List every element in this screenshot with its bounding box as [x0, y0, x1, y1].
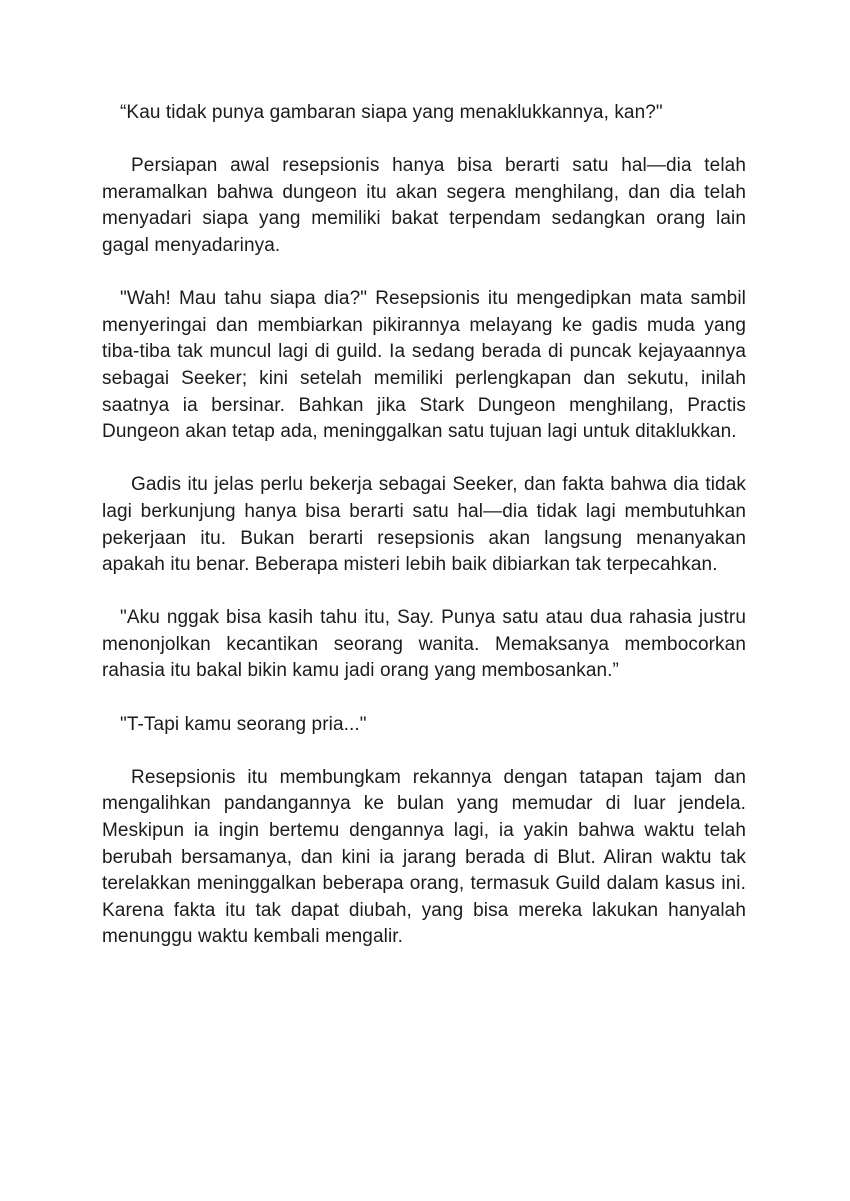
paragraph-dialogue-2: "Wah! Mau tahu siapa dia?" Resepsionis itu mengedipkan mata sambil menyeringai dan membiarkan pikirannya melayang ke gadis muda yang tiba-tiba tak muncul lagi di guild. Ia sedang berada di puncak kejayaannya sebagai Seeker; kini setelah memiliki perlengkapan dan sekutu, inilah saatnya ia bersinar. Bahkan jika Stark Dungeon menghilang, Practis Dungeon akan tetap ada, meninggalkan satu tujuan lagi untuk ditaklukkan. — [102, 288, 746, 443]
paragraph-dialogue-3: "Aku nggak bisa kasih tahu itu, Say. Punya satu atau dua rahasia justru menonjolkan kecantikan seorang wanita. Memaksanya membocorkan rahasia itu bakal bikin kamu jadi orang yang membosankan.” — [102, 607, 746, 682]
paragraph-dialogue-1: “Kau tidak punya gambaran siapa yang menaklukkannya, kan?" — [120, 102, 663, 123]
paragraph-narrative-2: Gadis itu jelas perlu bekerja sebagai Seeker, dan fakta bahwa dia tidak lagi berkunjung hanya bisa berarti satu hal—dia tidak lagi membutuhkan pekerjaan itu. Bukan berarti resepsionis akan langsung menanyakan apakah itu benar. Beberapa misteri lebih baik dibiarkan tak terpecahkan. — [102, 474, 746, 576]
paragraph-dialogue-4: "T-Tapi kamu seorang pria..." — [120, 713, 367, 735]
paragraph-narrative-3: Resepsionis itu membungkam rekannya dengan tatapan tajam dan mengalihkan pandangannya ke bulan yang memudar di luar jendela. Meskipun ia ingin bertemu dengannya lagi, ia yakin bahwa waktu telah berubah bersamanya, dan kini ia jarang berada di Blut. Aliran waktu tak terelakkan meninggalkan beberapa orang, termasuk Guild dalam kasus ini. Karena fakta itu tak dapat diubah, yang bisa mereka lakukan hanyalah menunggu waktu kembali mengalir. — [102, 766, 746, 948]
paragraph-narrative-1: Persiapan awal resepsionis hanya bisa berarti satu hal—dia telah meramalkan bahwa dungeon itu akan segera menghilang, dan dia telah menyadari siapa yang memiliki bakat terpendam sedangkan orang lain gagal menyadarinya. — [102, 155, 746, 256]
